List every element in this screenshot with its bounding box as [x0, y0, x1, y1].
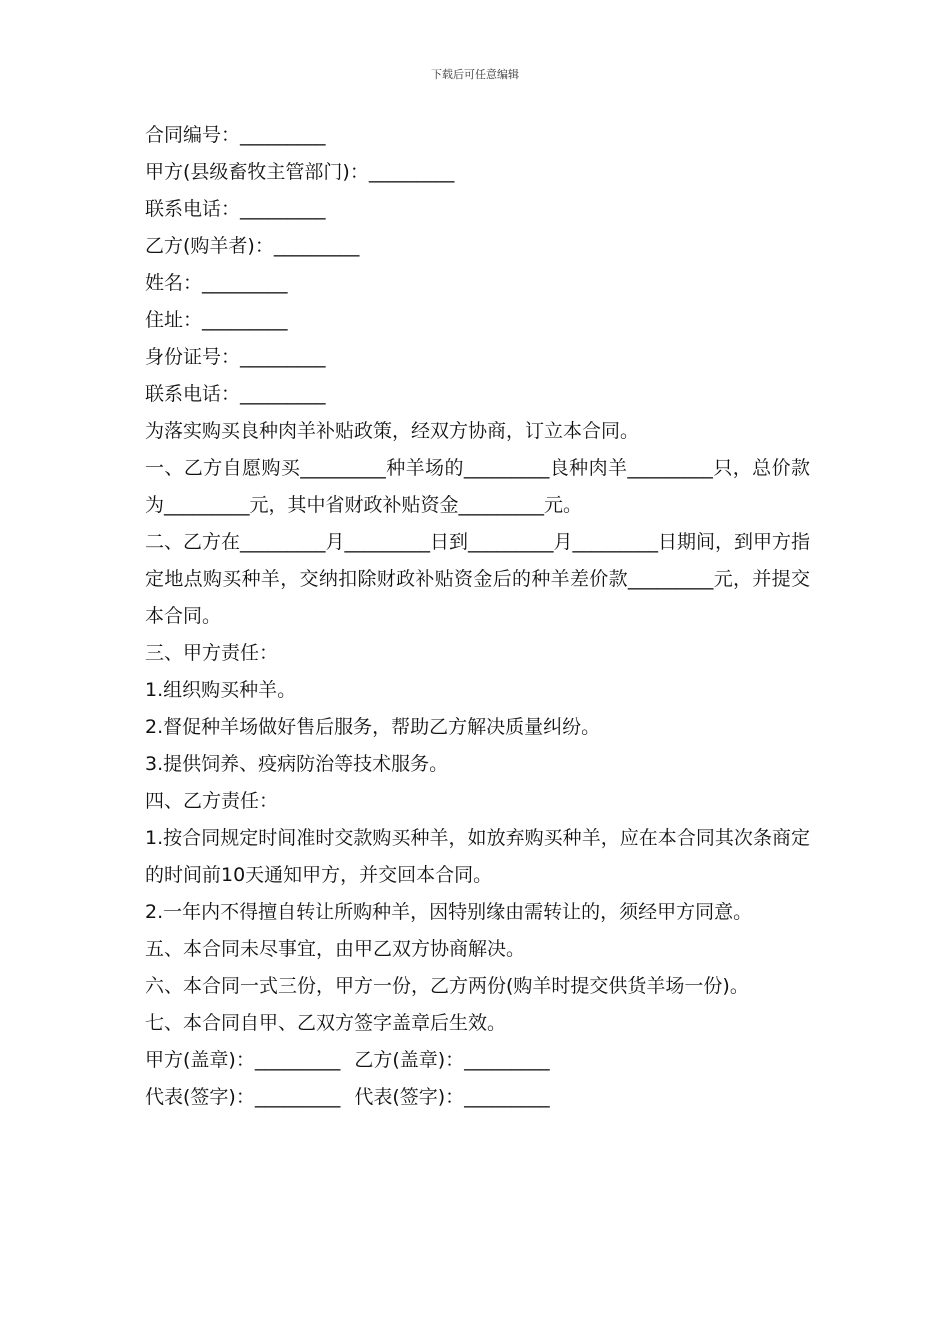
clause-3-item-1: 1.组织购买种羊。: [145, 679, 297, 701]
clause-2: 二、乙方在_________月_________日到_________月_________日期间，到甲方指定地点购买种羊，交纳扣除财政补贴资金后的种羊差价款_________元，并提交本合同。: [145, 531, 811, 627]
name-line: 姓名：_________: [145, 272, 288, 294]
contract-number-line: 合同编号：_________: [145, 124, 326, 146]
preamble: 为落实购买良种肉羊补贴政策，经双方协商，订立本合同。: [145, 420, 640, 442]
party-a-seal-field: 甲方(盖章)：_________: [145, 1049, 341, 1071]
clause-7: 七、本合同自甲、乙双方签字盖章后生效。: [145, 1012, 507, 1034]
party-b-rep-field: 代表(签字)：_________: [354, 1086, 550, 1108]
party-b-line: 乙方(购羊者)：_________: [145, 235, 360, 257]
clause-1: 一、乙方自愿购买_________种羊场的_________良种肉羊_________只，总价款为_________元，其中省财政补贴资金_________元。: [145, 457, 810, 516]
clause-3-item-2: 2.督促种羊场做好售后服务，帮助乙方解决质量纠纷。: [145, 716, 601, 738]
party-b-seal-field: 乙方(盖章)：_________: [354, 1049, 550, 1071]
clause-5: 五、本合同未尽事宜，由甲乙双方协商解决。: [145, 938, 526, 960]
party-a-rep-field: 代表(签字)：_________: [145, 1086, 341, 1108]
party-a-line: 甲方(县级畜牧主管部门)：_________: [145, 161, 455, 183]
signature-row: [145, 1079, 810, 1116]
party-b-phone-line: 联系电话：_________: [145, 383, 326, 405]
clause-4-heading: 四、乙方责任：: [145, 790, 279, 812]
address-line: 住址：_________: [145, 309, 288, 331]
clause-4-item-2: 2.一年内不得擅自转让所购种羊，因特别缘由需转让的，须经甲方同意。: [145, 901, 753, 923]
clause-3-item-3: 3.提供饲养、疫病防治等技术服务。: [145, 753, 449, 775]
contract-body: [145, 117, 810, 1116]
party-a-phone-line: 联系电话：_________: [145, 198, 326, 220]
clause-3-heading: 三、甲方责任：: [145, 642, 279, 664]
clause-6: 六、本合同一式三份，甲方一份，乙方两份(购羊时提交供货羊场一份)。: [145, 975, 749, 997]
page-header: 下载后可任意编辑: [431, 68, 519, 81]
seal-row: [145, 1042, 810, 1079]
clause-4-item-1: 1.按合同规定时间准时交款购买种羊，如放弃购买种羊，应在本合同其次条商定的时间前10天通知甲方，并交回本合同。: [145, 827, 810, 886]
id-number-line: 身份证号：_________: [145, 346, 326, 368]
